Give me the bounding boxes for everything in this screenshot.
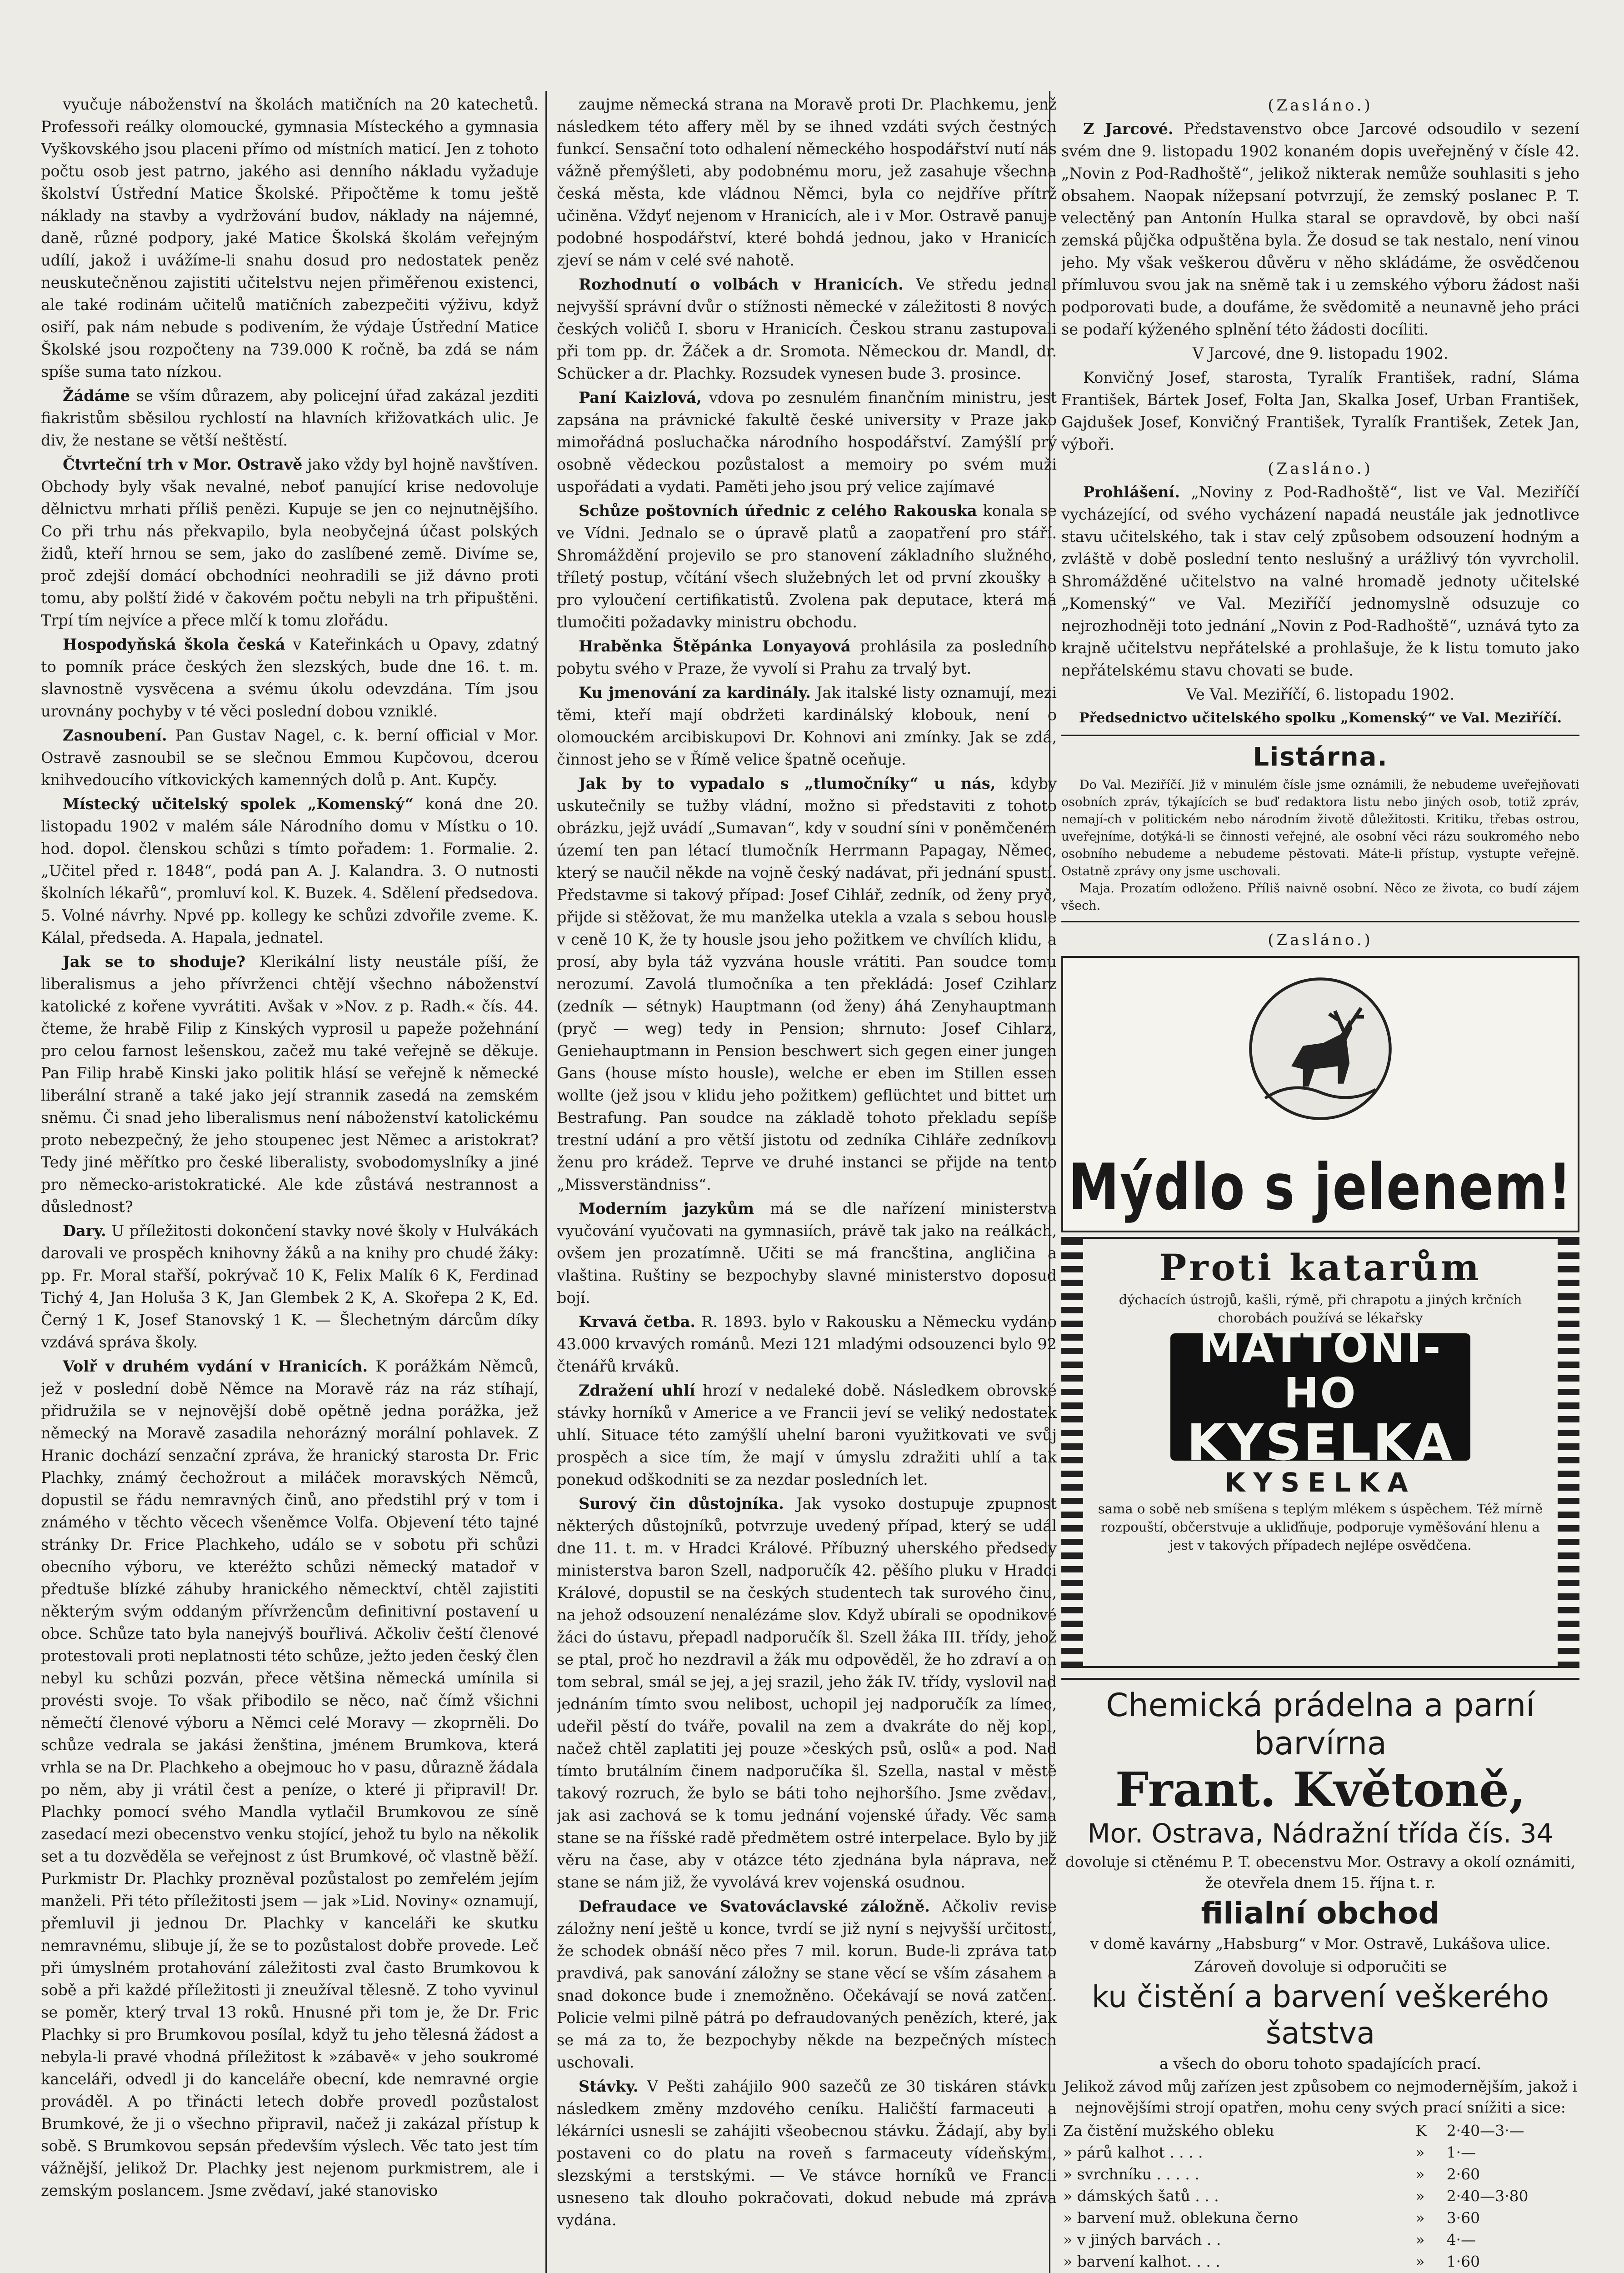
mattoni-advertisement <box>1061 1237 1579 1668</box>
article-paragraph: Moderním jazykům má se dle nařízení ministerstva vyučování vyučovati na gymnasiích, právě tak jako na reálkách, ovšem jen prozatímně. Učiti se má francština, angličina a vlaština. Ruštiny se bezpochyby slavné ministerstvo doposud bojí. <box>557 1200 1057 1307</box>
article-paragraph: Defraudace ve Svatováclavské záložně. Ačkoliv revise záložny není ještě u konce, tvrdí se již nyní s nejvyšší určitostí, že schodek obnáší něco přes 7 mil. korun. Bude-li zpráva tato pravdivá, pak sanování záložny se stane věcí se vším zásahem a snad dokonce bude i znemožněno. Očekávají se nová zatčení. Policie velmi pilně pátrá po defraudovaných penězích, které, jak se má za to, že bezpochyby někde na bezpečných místech uschovali. <box>557 1898 1057 2071</box>
article-paragraph: Ku jmenování za kardinály. Jak italské listy oznamují, mezi těmi, kteří mají obdržeti kardinálský klobouk, není o olomouckém arcibiskupovi Dr. Kohnovi ani zmínky. Jak se zdá, činnost jeho se v Římě velice špatně oceňuje. <box>557 684 1057 768</box>
soap-ad-title: Mýdlo s jelenem! <box>1068 1150 1573 1225</box>
article-paragraph: Volř v druhém vydání v Hranicích. K porážkám Němců, jež v poslední době Němce na Moravě ráz na ráz stíhají, přidružila se v nejnovější době opětně jedna porážka, jež německý na Moravě zasadila nehorázný morální pohlavek. Z Hranic dochází senzační zpráva, že hranický starosta Dr. Fric Plachky, známý čechožrout a miláček moravských Němců, dopustil se řádu nemravných činů, ano předstihl prý v tom i známého v těchto věcech všeněmce Volfa. Objevení této tajné stránky Dr. Frice Plachkeho, událo se v sobotu při schůzi obecního výboru, ve kteréžto schůzi německý matadoř v předtuše blízké záhuby hranického německtví, chtěl zajistiti některým svým oddaným přívržencům definitivní postavení u obce. Schůze tato byla nanejvýš bouřlivá. Ačkoliv čeští členové protestovali proti neplatnosti této schůze, ježto jeden český člen nebyl ku schůzi pozván, přece většina německá umínila si provésti svoje. To však přibodilo se něco, nač čímž všichni němečtí členové výboru a Němci celé Moravy — zkoprněli. Do schůze vedrala se jakási ženština, jménem Brumkova, která vrhla se na Dr. Plachkeho a obejmouc ho v pasu, důrazně žádala po něm, aby ji vrátil čest a peníze, o které ji připravil! Dr. Plachky pomocí svého Mandla vytlačil Brumkovou ze síně zasedací mezi obecenstvo venku stojící, jehož tu bylo na několik set a tu dozvěděla se veřejnost z úst Brumkové, oč vlastně běží. Purkmistr Dr. Plachky prozněval pozůstalost po zemřelém jejím manželi. Při této příležitosti jsem — jak »Lid. Noviny« oznamují, přemluvil ji jednou Dr. Plachky v kanceláři ke skutku nemravnému, slibuje jí, že se to pozůstalost dobře provede. Leč při úmyslném protahování záležitosti zval často Brumkovou k sobě a při každé příležitosti ji zneužíval tělesně. Z toho vyvinul se poměr, který trval 13 roků. Hnusné při tom je, že Dr. Fric Plachky si pro Brumkovou posílal, když tu jeho tělesná žádost a nebyla-li pravé vhodná příležitost k »zábavě« v jeho soukromé kanceláři, odvedl ji do kanceláře obecní, kde nemravné orgie prováděl. A po třinácti letech dobře provedl pozůstalost Brumkové, že ji o všechno připravil, načež ji zakázal přístup k sobě. S Brumkovou sepsán především výslech. Věc tato jest tím vážnější, jelikož Dr. Plachky jest nejenom purkmistrem, ale i zemským poslancem. Jsme zvědaví, jaké stanovisko <box>41 1357 539 2199</box>
dyer-advertisement <box>1061 1678 1579 2273</box>
column-1 <box>41 93 539 2273</box>
article-paragraph: Zasnoubení. Pan Gustav Nagel, c. k. berní official v Mor. Ostravě zasnoubil se se slečnou Emmou Kupčovou, dcerou knihvedoucího vítkovických kamenných dolů p. Ant. Kupčy. <box>41 726 539 789</box>
chain-border <box>1558 1239 1579 1666</box>
article-paragraph: Krvavá četba. R. 1893. bylo v Rakousku a Německu vydáno 43.000 krvavých románů. Mezi 121 mladými odsouzenci bylo 92 čtenářů krváků. <box>557 1313 1057 1375</box>
table-row: Za čistění mužského obleku K 2·40—3·— <box>1063 2122 1524 2139</box>
article-paragraph: Žádáme se vším důrazem, aby policejní úřad zakázal jezditi fiakristům sběsilou rychlostí na hlavních křižovatkách ulic. Je div, že nestane se větší neštěstí. <box>41 387 539 449</box>
mattoni-ad-title: Proti katarům <box>1159 1246 1482 1289</box>
dyer-ad-name: Frant. Květoně, <box>1115 1762 1526 1817</box>
article-paragraph: Prohlášení. „Noviny z Pod-Radhoště“, list ve Val. Meziříčí vycházející, od svého vycházení napadá neustále jak jednotlivce stavu učitelského, tak i stav celý způsobem odsouzení hodným a zvláště v době poslední tento neslušný a urážlivý tón vyvrcholil. Shromážděné učitelstvo na valné hromadě jednoty učitelské „Komenský“ ve Val. Meziříčí jednomyslně odsuzuje co nejrozhodněji toto jednání „Novin z Pod-Radhoště“, uznává tyto za krajně učitelstvu nepřátelské a prohlašuje, že k listu tomuto jako nepřátelskému stavu chovati se bude. <box>1061 483 1579 679</box>
dyer-ad-text: Jelikož závod můj zařízen jest způsobem co nejmodernějším, jakož i nejnovějšími strojí opatřen, mohu ceny svých prací snížiti a sice: <box>1064 2078 1577 2116</box>
soap-advertisement <box>1061 956 1579 1232</box>
section-heading: Listárna. <box>1253 742 1388 772</box>
article-paragraph: Stávky. V Pešti zahájilo 900 sazečů ze 30 tiskáren stávku následkem změny mzdového ceníku. Haličští farmaceuti a lékárníci usnesli se zahájiti všeobecnou stávku. Žádají, aby byli postaveni co do platu na roveň s farmaceuty vídeňskými, slezskými a terstskými. — Ve stávce horníků ve Francii usneseno tak dlouho pokračovati, dokud nebude má zpráva vydána. <box>557 2078 1057 2229</box>
dyer-ad-address: Mor. Ostrava, Nádražní třída čís. 34 <box>1087 1818 1554 1849</box>
mattoni-ad-subtitle: dýchacích ústrojů, kašli, rýmě, při chrapotu a jiných krčních chorobách používá se lékařsky <box>1119 1292 1522 1326</box>
table-row: » barvení muž. oblekuna černo » 3·60 <box>1063 2209 1480 2227</box>
article-paragraph: Rozhodnutí o volbách v Hranicích. Ve středu jednal nejvyšší správní dvůr o stížnosti německé v záležitosti 8 nových českých voličů I. sboru v Hranicích. Českou stranu zastupovali při tom pp. dr. Žáček a dr. Sromota. Německou dr. Mandl, dr. Schücker a dr. Plachky. Rozsudek vynesen bude 3. prosince. <box>557 275 1057 382</box>
dyer-ad-service: ku čistění a barvení veškerého šatstva <box>1091 1979 1549 2051</box>
mattoni-ad-text: sama o sobě neb smíšena s teplým mlékem s úspěchem. Též mírně rozpouští, občerstvuje a ukliďňuje, podporuje vyměšování hlenu a jest v takových případech nejlépe osvědčena. <box>1098 1501 1543 1553</box>
chain-border <box>1061 1239 1083 1666</box>
dyer-ad-text: Zároveň dovoluje si odporučiti se <box>1194 1958 1447 1975</box>
table-row: » v jiných barvách . . » 4·— <box>1063 2231 1476 2248</box>
article-paragraph: Dary. U příležitosti dokončení stavky nové školy v Hulvákách darovali ve prospěch knihovny žáků a na knihy pro chudé žáky: pp. Fr. Moral stařší, pokrývač 10 K, Felix Malík 6 K, Ferdinad Tichý 4, Jan Holuša 3 K, Jan Glembek 2 K, A. Skořepa 2 K, Ed. Černý 1 K, Josef Stanovský 1 K. — Šlechetným dárcům díky vzdává správa školy. <box>41 1222 539 1351</box>
table-row: » párů kalhot . . . . » 1·— <box>1063 2143 1476 2161</box>
article-paragraph: Zdražení uhlí hrozí v nedaleké době. Následkem obrovské stávky horníků v Americe a ve Francii jeví se veliký nedostatek uhlí. Situace této zamýšlí uhelní baroni využitkovati ve svůj prospěch a sice tím, že mají v úmyslu zdražiti uhlí a tak ponekud odškodniti se za nezdar posledních let. <box>557 1382 1057 1488</box>
dyer-ad-text: a všech do oboru tohoto spadajících prací. <box>1159 2055 1481 2073</box>
article-paragraph: Jak by to vypadalo s „tlumočníky“ u nás, kdyby uskutečnily se tužby vládní, možno si představiti z tohoto obrázku, jejž uvádí „Sumavan“, kdy v soudní síni v poněmčeném území ten pan létací tlumočník Herrmann Papagay, Němec, který se naučil někde na vojně český nadávat, při jednání spustí. Představme si takový případ: Josef Cihlář, zedník, od ženy pryč, přijde si stěžovat, že mu manželka utekla a vzala s sebou housle v ceně 10 K, že ty housle jsou jeho požitkem ve chvílích klidu, a prosí, aby byla táž vyzvána housle vrátiti. Pan soudce tomu nerozumí. Zavolá tlumočníka a ten překládá: Josef Czihlarz (zedník — sétnyk) Hauptmann (od ženy) áhá Zenyhauptmann (pryč — weg) tedy in Pension; shrnuto: Josef Cihlarz, Geniehauptmann in Pension beschwert sich gegen einer jungen Gans (house místo housle), welche er eben im Stillen essen wollte (jež jsou v klidu jeho požitkem) geflüchtet und bittet um Bestrafung. Pan soudce na základě tohoto překladu sepíše trestní udání a pro větší jistotu od zedníka Cihláře zedníkovu ženu pro krádež. Teprve ve druhé instanci se přijde na tento „Missverständniss“. <box>557 775 1057 1193</box>
signatories: Konvičný Josef, starosta, Tyralík František, radní, Sláma František, Bártek Josef, Folta Jan, Skalka Josef, Urban František, Gajdušek Josef, Konvičný František, Tyralík František, Zetek Jan, výboři. <box>1061 369 1579 453</box>
deer-icon <box>1248 976 1393 1121</box>
table-row: » dámských šatů . . . » 2·40—3·80 <box>1063 2187 1529 2205</box>
dateline: Ve Val. Meziříčí, 6. listopadu 1902. <box>1186 686 1455 703</box>
mattoni-logo: MATTONI-HO KYSELKA <box>1170 1333 1470 1461</box>
section-label: (Zasláno.) <box>1268 931 1373 949</box>
column-divider <box>545 91 547 2273</box>
dyer-ad-title: Chemická prádelna a parní barvírna <box>1106 1687 1535 1762</box>
divider <box>1061 735 1579 736</box>
table-row: » barvení kalhot. . . . » 1·60 <box>1063 2253 1480 2270</box>
column-3 <box>1061 93 1579 2273</box>
dyer-ad-branch: filialní obchod <box>1201 1896 1440 1931</box>
article-paragraph: Čtvrteční trh v Mor. Ostravě jako vždy byl hojně navštíven. Obchody byly však nevalné, neboť panující krise nedovoluje dělnictvu mrhati příliš penězi. Kupuje se jen co nejnutnějšího. Co při trhu nás překvapilo, byla neobyčejná účast polských židů, kteří hrnou se sem, jako do zaslíbené země. Divíme se, proč zdejší domácí obchodníci neohradili se již dávno proti tomu, aby polští židé v čakovém počtu nebyli na trh připuštěni. Trpí tím nejvíce a přece mlčí k tomu zlořádu. <box>41 456 539 629</box>
dyer-ad-text: dovoluje si ctěnému P. T. obecenstvu Mor. Ostravy a okolí oznámiti, že otevřela dnem 15. října t. r. <box>1065 1853 1576 1892</box>
section-label: (Zasláno.) <box>1268 460 1373 478</box>
dyer-ad-text: v domě kavárny „Habsburg“ v Mor. Ostravě, Lukášova ulice. <box>1090 1935 1551 1953</box>
article-paragraph: vyučuje náboženství na školách matičních na 20 katechetů. Professoři reálky olomoucké, gymnasia Místeckého a gymnasia Vyškovského jsou placeni přímo od místních maticí. Jen z tohoto počtu osob jest patrno, jakého asi denního nákladu vyžaduje školství Ústřední Matice Školské. Připočtěme k tomu ještě náklady na stavby a vydržování budov, náklady na nájemné, daně, různé podpory, jaké Matice Školská školám veřejným udílí, jakož i uvážíme-li snahu dosud pro nedostatek peněz neuskutečněnou zajistiti učitelstvu nejen přiměřenou existenci, ale také rodinám učitelů matičních zabezpečiti výživu, když osiří, pak nám nebude s podivením, že výdaje Ústřední Matice Školské jsou rozpočteny na 739.000 K ročně, ba zdá se nám spíše suma tato nízkou. <box>41 95 539 381</box>
mattoni-brand: KYSELKA <box>1224 1467 1416 1498</box>
section-label: (Zasláno.) <box>1268 96 1373 115</box>
article-paragraph: Z Jarcové. Představenstvo obce Jarcové odsoudilo v sezení svém dne 9. listopadu 1902 konaném dopis uveřejněný v čísle 42. „Novin z Pod-Radhoště“, jelikož nikterak nemůže souhlasiti s jeho obsahem. Naopak nížepsaní potvrzují, že zemský poslanec P. T. velectěný pan Antonín Hulka staral se opravdově, by obci naší zemská půjčka odpuštěna byla. Že dosud se tak nestalo, není vinou jeho. My však veškerou důvěru v něho skládáme, že osvědčenou přímluvou svou jak na sněmě tak i u zemského výboru žádost naši podporovati bude, a doufáme, že svědomitě a neunavně jeho práci se podaří kýženého splnění této žádosti docíliti. <box>1061 120 1579 338</box>
article-paragraph: Jak se to shoduje? Klerikální listy neustále píší, že liberalismus a jeho přívrženci chtějí všechno náboženství katolické z kořene vyvrátiti. Avšak v »Nov. z p. Radh.« čís. 44. čteme, že hrabě Filip z Kinských vyprosil u papeže požehnání pro celou farnost lešenskou, začež mu také veřejně se děkuje. Pan Filip hrabě Kinski jako politik hlásí se veřejně k německé liberální straně a také jako její strannik zasedá na zemském sněmu. Či snad jeho liberalismus není náboženství katolickému proto nebezpečný, že jeho stoupenec jest Němec a aristokrat? Tedy jiné měřítko pro české liberalisty, svobodomyslníky a jiné pro německo-aristokratické. Ale kde zůstává nestrannost a důslednost? <box>41 953 539 1216</box>
divider <box>1061 921 1579 922</box>
letters-note: Maja. Prozatím odloženo. Příliš naivně osobní. Něco ze života, co budí zájem všech. <box>1061 881 1579 913</box>
column-2 <box>557 93 1057 2273</box>
article-paragraph: Hospodyňská škola česká v Kateřinkách u Opavy, zdatný to pomník práce českých žen slezských, bude dne 16. t. m. slavnostně vysvěcena a svému úkolu odevzdána. Tím jsou urovnány pochyby v té věci poslední dobou vzniklé. <box>41 636 539 720</box>
letters-note: Do Val. Meziříčí. Již v minulém čísle jsme oznámili, že nebudeme uveřejňovati osobních zpráv, týkajících se buď redaktora listu nebo jiných osob, totiž zpráv, nemají-ch v politickém nebo národním životě důležitosti. Kritiku, třebas ostrou, uveřejníme, dotýká-li se činnosti veřejné, ale osobní věci rázu soukromého nebo osobního nebudeme a nebudeme pěstovati. Máte-li přístup, vystupte veřejně. Ostatně zprávy ony jsme uschovali. <box>1061 778 1579 878</box>
table-row: » svrchníku . . . . . » 2·60 <box>1063 2165 1480 2183</box>
article-paragraph: Místecký učitelský spolek „Komenský“ koná dne 20. listopadu 1902 v malém sále Národního domu v Místku o 10. hod. dopol. členskou schůzi s tímto pořadem: 1. Formalie. 2. „Učitel před r. 1848“, podá pan A. J. Kalandra. 3. O nutnosti školních lékařů“, promluví kol. K. Buzek. 4. Sdělení předsedova. 5. Volné návrhy. Npvé pp. kollegy ke schůzi zdvořile zveme. K. Kálal, předseda. A. Hapala, jednatel. <box>41 795 539 946</box>
article-paragraph: Surový čin důstojníka. Jak vysoko dostupuje zpupnost některých důstojníků, potvrzuje uvedený případ, který se udál dne 11. t. m. v Hradci Králové. Příbuzný uherského předsedy ministerstva baron Szell, nadporučík 42. pěšího pluku v Hradci Králové, dopustil se na českých studentech tak surového činu, na jehož odsouzení nenalézáme slov. Když ubírali se opodnikové žáci do ústavu, přepadl nadporučík šl. Szell žáka III. třídy, jehož se ptal, proč ho nezdravil a žák mu odpověděl, že ho zdraví a on tom sebral, smál se jej, a jej srazil, jeho žák IV. třídy, vyslovil nad jednáním tímto svou nelibost, uchopil jej nadporučík za límec, udeřil pěstí do tváře, povalil na zem a dvakráte do něj kopl, načež chtěl zaplatiti jej pouze »českých psů, oslů« a pod. Nad tímto brutálním činem nadporučíka šl. Szella, nastal v městě takový rozruch, že bylo se báti toho nejhoršího. Jsme zvědavi, jak asi zachová se k tomu jednání vojenské úřady. Věc sama stane se na říšské radě předmětem ostré interpelace. Bylo by již věru na čase, aby v otázce této zjednána byla náprava, než stane se nám již, že vyvolává krev vojenská osudnou. <box>557 1495 1057 1891</box>
signature-line: Předsednictvo učitelského spolku „Komenský“ ve Val. Meziříčí. <box>1079 710 1562 726</box>
dateline: V Jarcové, dne 9. listopadu 1902. <box>1192 345 1449 362</box>
price-table <box>1061 2120 1579 2273</box>
article-paragraph: Paní Kaizlová, vdova po zesnulém finančním ministru, jest zapsána na právnické fakultě české university v Praze jako mimořádná posluchačka národního hospodářství. Zamýšlí prý osobně vědeckou pozůstalost a memoiry po svém muži uspořádati a vydati. Paměti jeho jsou prý velice zajímavé <box>557 389 1057 496</box>
article-paragraph: Schůze poštovních úřednic z celého Rakouska konala se ve Vídni. Jednalo se o úpravě platů a zaopatření pro stáří. Shromáždění projevilo se pro stanovení základního služného, tříletý postup, včítání všech služebných let od první zkoušky a pro vyloučení certifikatistů. Zvolena pak deputace, která má tlumočiti požadavky ministru obchodu. <box>557 502 1057 631</box>
article-paragraph: zaujme německá strana na Moravě proti Dr. Plachkemu, jenž následkem této affery měl by se ihned vzdáti svých čestných funkcí. Sensační toto odhalení německého hospodářství nutí nás vážně přemýšleti, aby podobnému moru, jež zasahuje všechna česká města, kde vládnou Němci, byla co nejdříve přítrž učiněna. Vždyť nejenom v Hranicích, ale i v Mor. Ostravě panuje podobné hospodářství, které bohdá jednou, jako v Hranicích zjeví se nám v celé své nahotě. <box>557 95 1057 269</box>
article-paragraph: Hraběnka Štěpánka Lonyayová prohlásila za posledního pobytu svého v Praze, že vyvolí si Prahu za trvalý byt. <box>557 637 1057 677</box>
